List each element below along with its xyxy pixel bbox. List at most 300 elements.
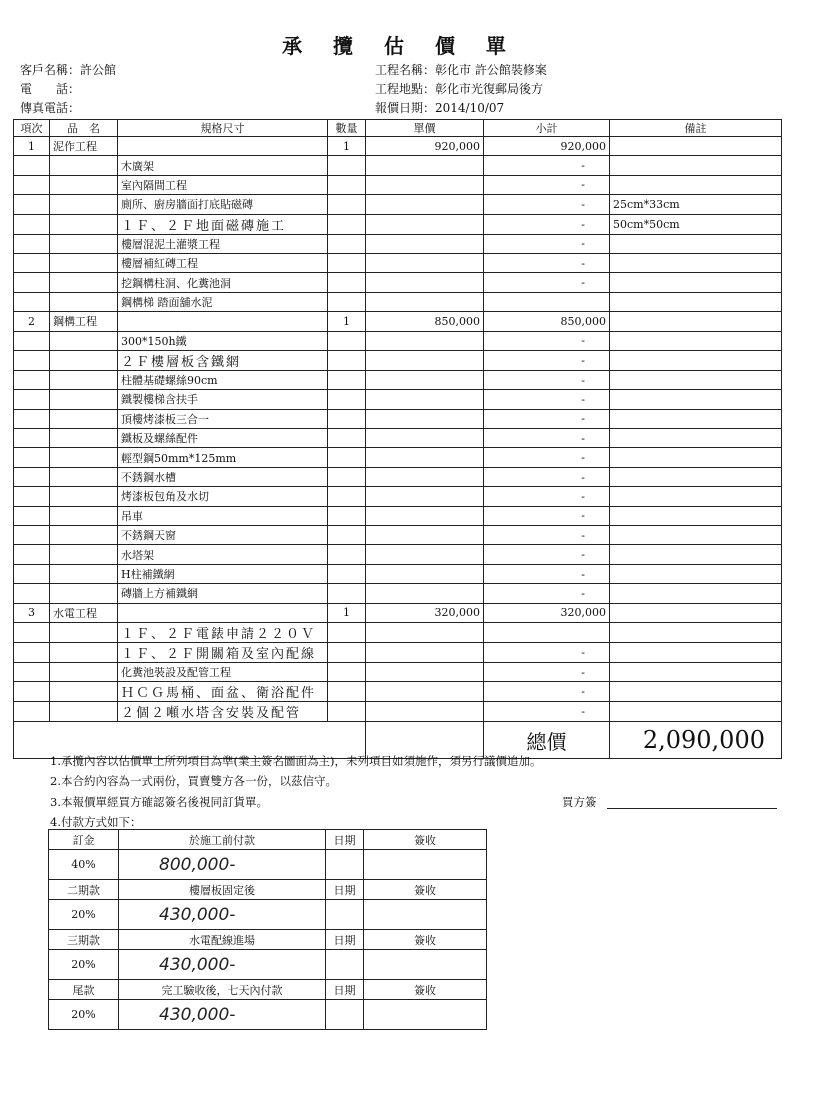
item-row	[14, 506, 782, 525]
col-header: 小計	[484, 120, 610, 137]
item-row	[14, 487, 782, 506]
item-price	[366, 487, 484, 506]
item-number	[14, 331, 50, 350]
item-name	[50, 545, 118, 564]
item-number	[14, 409, 50, 428]
item-price: 920,000	[366, 137, 484, 156]
note-4: 4.付款方式如下：	[50, 815, 142, 829]
item-name	[50, 642, 118, 662]
item-row	[14, 370, 782, 389]
item-subtotal	[484, 622, 610, 642]
item-note: 50cm*50cm	[610, 214, 782, 234]
item-subtotal: -	[484, 487, 610, 506]
item-number: 1	[14, 137, 50, 156]
item-spec: 磚牆上方補鐵網	[118, 584, 328, 603]
section-row	[14, 312, 782, 331]
item-note	[610, 292, 782, 311]
payment-sign-label: 簽收	[364, 880, 487, 900]
item-price	[366, 350, 484, 370]
item-subtotal: -	[484, 642, 610, 662]
item-number	[14, 642, 50, 662]
item-number	[14, 506, 50, 525]
item-subtotal: -	[484, 448, 610, 467]
item-subtotal: -	[484, 234, 610, 253]
item-name	[50, 390, 118, 409]
item-price: 320,000	[366, 603, 484, 622]
buyer-sign-label: 買方簽	[562, 795, 597, 809]
item-subtotal	[484, 292, 610, 311]
item-price	[366, 156, 484, 175]
item-note: 25cm*33cm	[610, 195, 782, 214]
payment-stage-row	[49, 980, 487, 1000]
item-price	[366, 331, 484, 350]
item-qty	[328, 487, 366, 506]
item-number	[14, 526, 50, 545]
item-row	[14, 234, 782, 253]
item-price	[366, 545, 484, 564]
item-price	[366, 234, 484, 253]
item-qty	[328, 467, 366, 486]
payment-amount-row	[49, 950, 487, 980]
item-subtotal: -	[484, 214, 610, 234]
customer-name: 客戶名稱：許公館	[20, 63, 117, 77]
item-qty	[328, 175, 366, 194]
item-subtotal: -	[484, 331, 610, 350]
item-note	[610, 253, 782, 272]
item-number	[14, 467, 50, 486]
col-header: 項次	[14, 120, 50, 137]
item-name	[50, 467, 118, 486]
item-price	[366, 467, 484, 486]
item-spec: 柱體基礎螺絲90cm	[118, 370, 328, 389]
item-name: 泥作工程	[50, 137, 118, 156]
total-label: 總價	[484, 722, 610, 759]
item-price	[366, 175, 484, 194]
item-spec: 樓層混泥土灌漿工程	[118, 234, 328, 253]
payment-date-label: 日期	[326, 980, 364, 1000]
item-row	[14, 545, 782, 564]
item-name: 水電工程	[50, 603, 118, 622]
item-subtotal: -	[484, 545, 610, 564]
payment-amount-row	[49, 900, 487, 930]
item-spec: 木廣架	[118, 156, 328, 175]
payment-stage: 訂金	[49, 830, 119, 850]
item-name	[50, 682, 118, 702]
item-price	[366, 682, 484, 702]
item-subtotal: -	[484, 350, 610, 370]
item-note	[610, 506, 782, 525]
item-name	[50, 662, 118, 681]
payment-condition: 水電配線進場	[119, 930, 326, 950]
payment-stage: 尾款	[49, 980, 119, 1000]
item-note	[610, 702, 782, 722]
item-spec: 樓層補紅磚工程	[118, 253, 328, 272]
payment-percent: 20%	[49, 1000, 119, 1030]
payment-stage-row	[49, 830, 487, 850]
item-name	[50, 350, 118, 370]
item-qty	[328, 584, 366, 603]
item-note	[610, 390, 782, 409]
item-number	[14, 662, 50, 681]
item-price	[366, 370, 484, 389]
item-row	[14, 175, 782, 194]
item-note	[610, 526, 782, 545]
item-note	[610, 350, 782, 370]
item-subtotal: -	[484, 195, 610, 214]
item-row	[14, 662, 782, 681]
col-header: 規格尺寸	[118, 120, 328, 137]
item-subtotal: -	[484, 467, 610, 486]
item-number	[14, 390, 50, 409]
item-row	[14, 292, 782, 311]
payment-amount-handwritten: 430,000-	[119, 900, 326, 930]
item-qty	[328, 390, 366, 409]
item-note	[610, 545, 782, 564]
item-subtotal: 850,000	[484, 312, 610, 331]
item-price	[366, 662, 484, 681]
item-subtotal: -	[484, 584, 610, 603]
item-subtotal: -	[484, 273, 610, 292]
item-row	[14, 467, 782, 486]
item-spec: １Ｆ、２Ｆ電錶申請２２０Ｖ	[118, 622, 328, 642]
item-qty: 1	[328, 312, 366, 331]
item-spec: 廁所、廚房牆面打底貼磁磚	[118, 195, 328, 214]
item-row	[14, 642, 782, 662]
item-row	[14, 409, 782, 428]
item-note	[610, 448, 782, 467]
item-note	[610, 642, 782, 662]
payment-condition: 於施工前付款	[119, 830, 326, 850]
item-note	[610, 584, 782, 603]
item-qty	[328, 234, 366, 253]
item-qty	[328, 642, 366, 662]
item-qty	[328, 409, 366, 428]
item-name	[50, 506, 118, 525]
col-header: 備註	[610, 120, 782, 137]
item-subtotal: -	[484, 253, 610, 272]
item-name: 鋼構工程	[50, 312, 118, 331]
payment-condition: 樓層板固定後	[119, 880, 326, 900]
item-spec	[118, 603, 328, 622]
item-subtotal: -	[484, 682, 610, 702]
item-row	[14, 622, 782, 642]
item-number	[14, 487, 50, 506]
item-price	[366, 622, 484, 642]
item-number	[14, 273, 50, 292]
item-number	[14, 156, 50, 175]
item-spec: 鋼構梯 踏面舖水泥	[118, 292, 328, 311]
item-row	[14, 429, 782, 448]
item-qty	[328, 622, 366, 642]
payment-percent: 20%	[49, 950, 119, 980]
item-spec	[118, 137, 328, 156]
payment-date-label: 日期	[326, 830, 364, 850]
project-site: 工程地點：彰化市光復郵局後方	[375, 82, 544, 96]
payment-percent: 40%	[49, 850, 119, 880]
item-spec: 不銹鋼水槽	[118, 467, 328, 486]
item-name	[50, 584, 118, 603]
item-name	[50, 448, 118, 467]
item-number	[14, 584, 50, 603]
item-row	[14, 214, 782, 234]
item-row	[14, 564, 782, 583]
item-price	[366, 564, 484, 583]
payment-stage-row	[49, 880, 487, 900]
col-header: 單價	[366, 120, 484, 137]
item-spec: 化糞池裝設及配管工程	[118, 662, 328, 681]
item-number: 2	[14, 312, 50, 331]
item-qty	[328, 702, 366, 722]
payment-amount-handwritten: 430,000-	[119, 1000, 326, 1030]
payment-stage: 三期款	[49, 930, 119, 950]
item-number	[14, 448, 50, 467]
item-note	[610, 234, 782, 253]
payment-date-label: 日期	[326, 930, 364, 950]
item-spec	[118, 312, 328, 331]
section-row	[14, 137, 782, 156]
phone: 電 話：	[20, 82, 81, 96]
item-spec: １Ｆ、２Ｆ開關箱及室內配線	[118, 642, 328, 662]
item-row	[14, 350, 782, 370]
item-note	[610, 409, 782, 428]
item-note	[610, 487, 782, 506]
item-qty	[328, 214, 366, 234]
item-subtotal: -	[484, 702, 610, 722]
item-price	[366, 390, 484, 409]
item-note	[610, 682, 782, 702]
total-value: 2,090,000	[610, 722, 782, 759]
col-header: 品 名	[50, 120, 118, 137]
item-note	[610, 273, 782, 292]
item-qty	[328, 429, 366, 448]
item-row	[14, 156, 782, 175]
payment-date-cell	[326, 850, 364, 880]
item-note	[610, 603, 782, 622]
item-row	[14, 195, 782, 214]
item-note	[610, 467, 782, 486]
item-price	[366, 273, 484, 292]
item-qty	[328, 292, 366, 311]
item-row	[14, 448, 782, 467]
item-note	[610, 156, 782, 175]
item-qty: 1	[328, 137, 366, 156]
item-qty	[328, 350, 366, 370]
item-number	[14, 622, 50, 642]
item-spec: 水塔架	[118, 545, 328, 564]
item-price	[366, 253, 484, 272]
item-name	[50, 331, 118, 350]
item-spec: 鐵製樓梯含扶手	[118, 390, 328, 409]
item-number	[14, 564, 50, 583]
item-name	[50, 702, 118, 722]
buyer-signature-line	[607, 808, 777, 809]
item-subtotal: -	[484, 390, 610, 409]
payment-stage-row	[49, 930, 487, 950]
item-row	[14, 273, 782, 292]
payment-condition: 完工驗收後，七天內付款	[119, 980, 326, 1000]
quote-table	[13, 119, 782, 759]
item-spec: １Ｆ、２Ｆ地面磁磚施工	[118, 214, 328, 234]
payment-amount-row	[49, 1000, 487, 1030]
item-subtotal: -	[484, 526, 610, 545]
item-qty	[328, 273, 366, 292]
item-price: 850,000	[366, 312, 484, 331]
item-price	[366, 214, 484, 234]
item-price	[366, 702, 484, 722]
item-name	[50, 273, 118, 292]
item-number	[14, 370, 50, 389]
item-name	[50, 409, 118, 428]
item-qty	[328, 564, 366, 583]
item-price	[366, 448, 484, 467]
item-row	[14, 253, 782, 272]
item-qty	[328, 526, 366, 545]
item-note	[610, 312, 782, 331]
item-subtotal: -	[484, 175, 610, 194]
item-note	[610, 137, 782, 156]
payment-date-cell	[326, 900, 364, 930]
item-row	[14, 526, 782, 545]
item-name	[50, 156, 118, 175]
item-spec: 300*150h鐵	[118, 331, 328, 350]
note-1: 1.承攬內容以估價單上所列項目為準(業主簽名圖面為主)，未列項目如須施作，須另行議價追加。	[50, 754, 542, 768]
item-price	[366, 584, 484, 603]
item-note	[610, 370, 782, 389]
item-spec: ＨＣＧ馬桶、面盆、衛浴配件	[118, 682, 328, 702]
item-spec: 挖鋼構柱洞、化糞池洞	[118, 273, 328, 292]
item-number	[14, 234, 50, 253]
item-row	[14, 584, 782, 603]
payment-date-cell	[326, 950, 364, 980]
item-price	[366, 195, 484, 214]
document-title: 承 攬 估 價 單	[282, 34, 518, 58]
item-subtotal: -	[484, 506, 610, 525]
item-number	[14, 702, 50, 722]
item-qty: 1	[328, 603, 366, 622]
payment-sign-cell	[364, 900, 487, 930]
item-number	[14, 195, 50, 214]
item-subtotal: 920,000	[484, 137, 610, 156]
col-header: 數量	[328, 120, 366, 137]
item-price	[366, 429, 484, 448]
item-number	[14, 175, 50, 194]
item-note	[610, 429, 782, 448]
item-note	[610, 175, 782, 194]
item-qty	[328, 370, 366, 389]
note-2: 2.本合約內容為一式兩份，買賣雙方各一份，以茲信守。	[50, 774, 337, 788]
item-qty	[328, 331, 366, 350]
item-note	[610, 564, 782, 583]
section-row	[14, 603, 782, 622]
item-subtotal: -	[484, 156, 610, 175]
item-spec: 吊車	[118, 506, 328, 525]
item-subtotal: -	[484, 662, 610, 681]
item-subtotal: -	[484, 409, 610, 428]
payment-sign-label: 簽收	[364, 980, 487, 1000]
item-name	[50, 526, 118, 545]
item-qty	[328, 662, 366, 681]
item-spec: 輕型鋼50mm*125mm	[118, 448, 328, 467]
payment-table	[48, 829, 487, 1030]
item-number	[14, 292, 50, 311]
item-name	[50, 487, 118, 506]
item-spec: 不銹鋼天窗	[118, 526, 328, 545]
payment-sign-cell	[364, 1000, 487, 1030]
item-row	[14, 331, 782, 350]
item-name	[50, 370, 118, 389]
item-price	[366, 292, 484, 311]
item-qty	[328, 156, 366, 175]
item-name	[50, 214, 118, 234]
item-qty	[328, 195, 366, 214]
item-number: 3	[14, 603, 50, 622]
item-spec: 鐵板及螺絲配件	[118, 429, 328, 448]
item-name	[50, 234, 118, 253]
item-number	[14, 214, 50, 234]
payment-date-cell	[326, 1000, 364, 1030]
item-name	[50, 622, 118, 642]
item-price	[366, 642, 484, 662]
item-name	[50, 175, 118, 194]
item-name	[50, 564, 118, 583]
item-number	[14, 429, 50, 448]
item-qty	[328, 253, 366, 272]
item-spec: ２Ｆ樓層板含鐵網	[118, 350, 328, 370]
quote-date: 報價日期：2014/10/07	[375, 101, 505, 115]
item-subtotal: -	[484, 429, 610, 448]
item-subtotal: -	[484, 370, 610, 389]
item-qty	[328, 506, 366, 525]
item-number	[14, 545, 50, 564]
item-price	[366, 526, 484, 545]
item-note	[610, 622, 782, 642]
item-spec: 烤漆板包角及水切	[118, 487, 328, 506]
note-3: 3.本報價單經買方確認簽名後視同訂貨單。	[50, 795, 268, 809]
item-subtotal: 320,000	[484, 603, 610, 622]
item-qty	[328, 682, 366, 702]
item-name	[50, 195, 118, 214]
payment-stage: 二期款	[49, 880, 119, 900]
payment-sign-label: 簽收	[364, 830, 487, 850]
payment-sign-cell	[364, 950, 487, 980]
payment-amount-handwritten: 800,000-	[119, 850, 326, 880]
item-qty	[328, 448, 366, 467]
payment-percent: 20%	[49, 900, 119, 930]
item-note	[610, 331, 782, 350]
item-spec: 室內隔間工程	[118, 175, 328, 194]
item-subtotal: -	[484, 564, 610, 583]
item-number	[14, 253, 50, 272]
item-note	[610, 662, 782, 681]
item-name	[50, 292, 118, 311]
item-row	[14, 702, 782, 722]
item-price	[366, 409, 484, 428]
quote-table-header	[14, 120, 782, 137]
item-spec: ２個２噸水塔含安裝及配管	[118, 702, 328, 722]
fax: 傳真電話：	[20, 101, 81, 115]
item-number	[14, 682, 50, 702]
item-row	[14, 390, 782, 409]
item-spec: 頂樓烤漆板三合一	[118, 409, 328, 428]
payment-date-label: 日期	[326, 880, 364, 900]
payment-amount-handwritten: 430,000-	[119, 950, 326, 980]
payment-sign-label: 簽收	[364, 930, 487, 950]
project-name: 工程名稱：彰化市 許公館裝修案	[375, 63, 547, 77]
item-qty	[328, 545, 366, 564]
item-name	[50, 429, 118, 448]
payment-sign-cell	[364, 850, 487, 880]
item-number	[14, 350, 50, 370]
